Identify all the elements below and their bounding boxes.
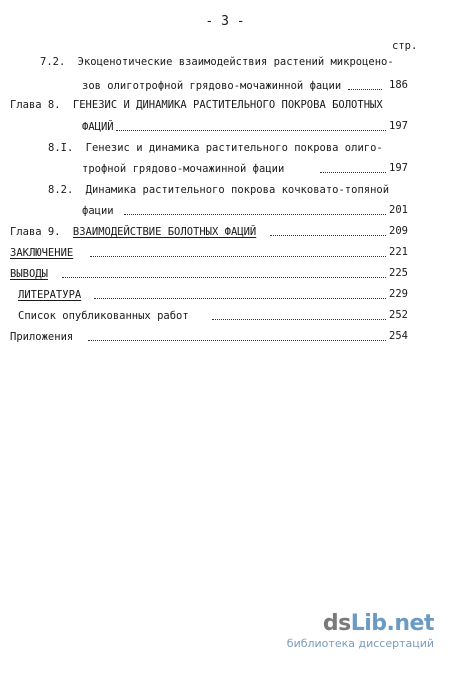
toc-title-line-1: Генезис и динамика растительного покрова олиго- xyxy=(85,142,383,154)
toc-page: 186 xyxy=(389,79,408,91)
toc-title-line-2: фации xyxy=(82,205,114,217)
toc-entry-appendices: Приложения xyxy=(10,331,74,343)
toc-page: 197 xyxy=(389,162,408,174)
toc-page: 252 xyxy=(389,309,408,321)
toc-number: 8.2. xyxy=(48,184,74,196)
watermark-logo: dsLib.net xyxy=(322,611,434,636)
toc-entry-publications: Список опубликованных работ xyxy=(18,310,189,322)
toc-page: 229 xyxy=(389,288,408,300)
toc-title-line-2: зов олиготрофной грядово-мочажинной фации xyxy=(82,80,342,92)
toc-number: Глава 8. xyxy=(10,99,61,111)
watermark xyxy=(287,611,434,650)
leader-dots xyxy=(270,235,386,236)
toc-number: 8.I. xyxy=(48,142,74,154)
toc-title-line-1: Экоценотические взаимодействия растений микроцено- xyxy=(77,56,394,68)
toc-number: 7.2. xyxy=(40,56,66,68)
toc-entry-8-1 xyxy=(48,141,383,155)
leader-dots xyxy=(348,89,382,90)
leader-dots xyxy=(116,130,386,131)
toc-entry-7-2 xyxy=(40,55,394,69)
leader-dots xyxy=(124,214,386,215)
toc-number: Глава 9. xyxy=(10,226,61,238)
toc-entry-chapter-8 xyxy=(10,98,383,112)
toc-page: 221 xyxy=(389,246,408,258)
toc-page: 225 xyxy=(389,267,408,279)
toc-title-line-1: Динамика растительного покрова кочковато-топяной xyxy=(85,184,390,196)
leader-dots xyxy=(320,172,386,173)
watermark-subtitle: библиотека диссертаций xyxy=(286,637,434,650)
toc-entry-chapter-9 xyxy=(10,225,256,239)
toc-page: 197 xyxy=(389,120,408,132)
leader-dots xyxy=(90,256,386,257)
toc-title-line-1: ГЕНЕЗИС И ДИНАМИКА РАСТИТЕЛЬНОГО ПОКРОВА БОЛОТНЫХ xyxy=(72,99,383,111)
page-number: - 3 - xyxy=(205,14,245,29)
toc-page: 201 xyxy=(389,204,408,216)
leader-dots xyxy=(94,298,386,299)
toc-title-line-1: ВЗАИМОДЕЙСТВИЕ БОЛОТНЫХ ФАЦИЙ xyxy=(72,226,257,238)
toc-title-line-2: трофной грядово-мочажинной фации xyxy=(82,163,285,175)
toc-entry-conclusion: ЗАКЛЮЧЕНИЕ xyxy=(10,247,74,259)
toc-entry-findings: ВЫВОДЫ xyxy=(10,268,48,280)
leader-dots xyxy=(62,277,386,278)
leader-dots xyxy=(212,319,386,320)
toc-page: 209 xyxy=(389,225,408,237)
toc-page: 254 xyxy=(389,330,408,342)
toc-entry-8-2 xyxy=(48,183,389,197)
toc-title-line-2: ФАЦИЙ xyxy=(82,121,114,133)
pages-column-label: стр. xyxy=(392,40,418,52)
leader-dots xyxy=(88,340,386,341)
toc-entry-references: ЛИТЕРАТУРА xyxy=(18,289,82,301)
